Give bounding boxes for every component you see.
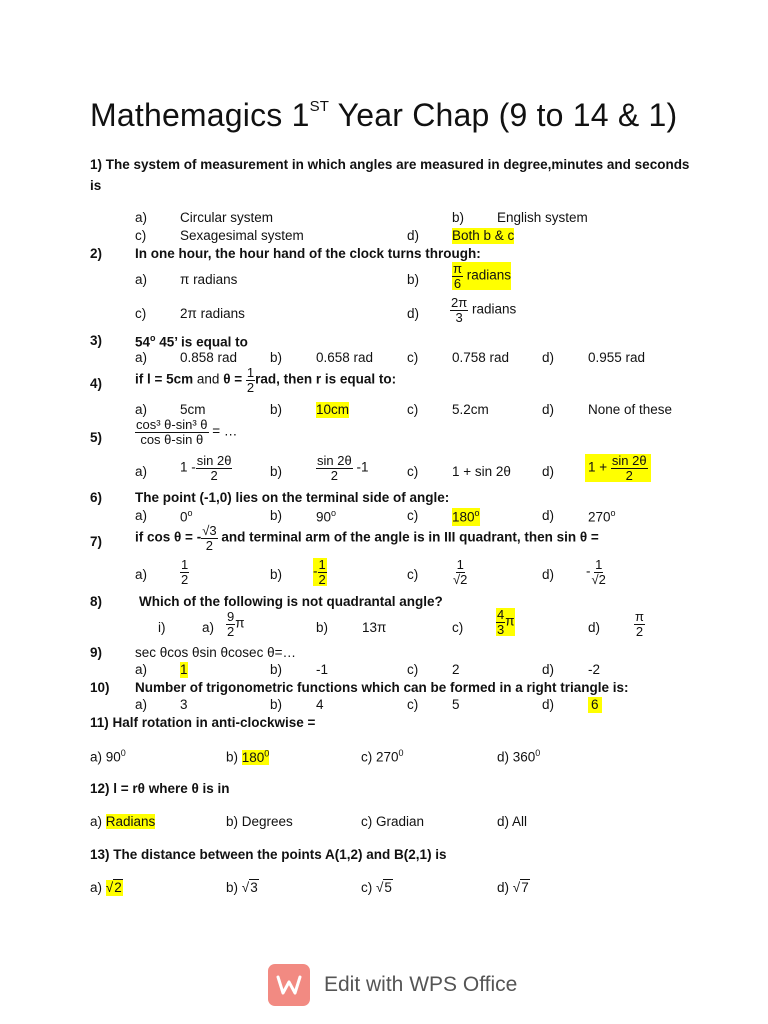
q7-a-fraction bbox=[180, 558, 189, 586]
q4-b-option: 10cm bbox=[316, 402, 350, 417]
q13-a-value: 2 bbox=[114, 880, 122, 895]
q10-d-label: d) bbox=[542, 697, 555, 712]
q7-f-den: 2 bbox=[205, 537, 213, 553]
q11-d-value: 360 bbox=[512, 749, 536, 765]
q1-d-option: Both b & c bbox=[452, 228, 515, 243]
q6-a-deg: o bbox=[187, 508, 193, 518]
q13-c-root bbox=[376, 880, 393, 896]
q6-d-value: 270 bbox=[588, 509, 611, 525]
q13-a-option bbox=[90, 880, 123, 896]
q10-c-label: c) bbox=[407, 697, 419, 712]
q13-d-root-sign: √ bbox=[512, 880, 521, 895]
q9-b-option: -1 bbox=[316, 662, 329, 677]
q1-text: 1) The system of measurement in which angles are measured in degree,minutes and seconds bbox=[90, 157, 690, 172]
q3-d-option: 0.955 rad bbox=[588, 350, 646, 365]
q11-b-deg: 0 bbox=[264, 748, 270, 758]
q13-c-option bbox=[361, 880, 393, 896]
wps-edit-label[interactable]: Edit with WPS Office bbox=[324, 973, 518, 996]
q11-b-value: 180 bbox=[241, 749, 265, 765]
q13-b-option bbox=[226, 880, 259, 896]
q2-b-den: 6 bbox=[453, 275, 462, 291]
title-main: Mathemagics 1 bbox=[90, 97, 310, 133]
q8-c-label: c) bbox=[452, 620, 464, 635]
q8-c-fraction bbox=[496, 608, 505, 636]
q5-b-fraction bbox=[316, 454, 353, 482]
q4-a-option: 5cm bbox=[180, 402, 206, 417]
q1-text-2: is bbox=[90, 178, 102, 193]
q5-b-post: -1 bbox=[352, 459, 369, 475]
q8-a-post: π bbox=[235, 615, 245, 631]
q5-den-expr: cos θ-sin θ bbox=[140, 431, 204, 447]
q6-b-value: 90 bbox=[316, 509, 332, 525]
q1-b-label: b) bbox=[452, 210, 465, 225]
q2-b-rest: radians bbox=[462, 267, 512, 283]
q7-b-fraction bbox=[318, 558, 327, 586]
q8-b-option: 13π bbox=[362, 620, 387, 635]
q8-c-den: 3 bbox=[497, 621, 505, 637]
q9-text: sec θcos θsin θcosec θ=… bbox=[135, 645, 296, 660]
q5-c-option: 1 + sin 2θ bbox=[452, 464, 511, 479]
q5-d-fraction bbox=[611, 454, 648, 482]
q6-c-deg: o bbox=[474, 508, 480, 518]
q8-d-option bbox=[634, 610, 645, 638]
q5-tail: = … bbox=[208, 423, 238, 439]
q13-d-root bbox=[513, 880, 530, 896]
q4-f-num: 1 bbox=[246, 365, 255, 380]
q8-c-option bbox=[496, 608, 515, 636]
q2-a-option: π radians bbox=[180, 272, 238, 287]
q8-d-fraction bbox=[634, 610, 645, 638]
q7-d-label: d) bbox=[542, 567, 555, 582]
q13-text: 13) The distance between the points A(1,2) and B(2,1) is bbox=[90, 847, 447, 862]
q12-c-option: c) Gradian bbox=[361, 814, 425, 829]
q1-a-label: a) bbox=[135, 210, 148, 225]
q1-a-option: Circular system bbox=[180, 210, 274, 225]
q13-c-value: 5 bbox=[384, 880, 392, 895]
q13-b-root-sign: √ bbox=[241, 880, 250, 895]
q10-b-label: b) bbox=[270, 697, 283, 712]
q2-b-num: π bbox=[453, 261, 462, 276]
q7-b-option bbox=[313, 558, 327, 586]
q7-b-sign: - bbox=[313, 563, 318, 579]
q12-d-option: d) All bbox=[497, 814, 528, 829]
q5-a-pre: 1 - bbox=[180, 459, 196, 475]
q7-f-num: √3 bbox=[202, 523, 217, 538]
q5-b-den: 2 bbox=[330, 467, 338, 483]
title-sup: ST bbox=[309, 98, 330, 115]
q4-f-den: 2 bbox=[246, 379, 255, 395]
q2-b-fraction bbox=[452, 262, 463, 290]
q13-a-label: a) bbox=[90, 880, 106, 895]
q6-d-label: d) bbox=[542, 508, 555, 523]
q7-d-den: √2 bbox=[591, 571, 606, 587]
q13-d-option bbox=[497, 880, 530, 896]
q5-a-option bbox=[180, 454, 232, 482]
q11-c-value: 270 bbox=[376, 749, 399, 765]
q4-pre: if l = 5cm bbox=[135, 371, 194, 387]
q4-fraction bbox=[246, 366, 255, 394]
q4-post: rad, then r is equal to: bbox=[255, 371, 397, 387]
q11-d-option bbox=[497, 748, 540, 766]
q2-number: 2) bbox=[90, 246, 103, 261]
q2-text: In one hour, the hour hand of the clock turns through: bbox=[135, 246, 481, 261]
q11-c-label: c) bbox=[361, 749, 376, 765]
q12-text: 12) l = rθ where θ is in bbox=[90, 781, 230, 796]
q7-d-fraction bbox=[591, 558, 607, 586]
q11-b-highlight bbox=[242, 750, 270, 765]
q5-a-den: 2 bbox=[210, 467, 218, 483]
q4-number: 4) bbox=[90, 376, 103, 391]
q11-b-label: b) bbox=[226, 749, 242, 765]
q8-d-num: π bbox=[635, 609, 644, 624]
q7-a-den: 2 bbox=[181, 571, 189, 587]
q5-a-num: sin 2θ bbox=[196, 453, 232, 468]
q8-d-label: d) bbox=[588, 620, 601, 635]
q10-b-option: 4 bbox=[316, 697, 324, 712]
q10-text: Number of trigonometric functions which can be formed in a right triangle is: bbox=[135, 680, 629, 695]
q5-d-label: d) bbox=[542, 464, 555, 479]
q11-text: 11) Half rotation in anti-clockwise = bbox=[90, 715, 316, 730]
q9-d-option: -2 bbox=[588, 662, 601, 677]
q7-number: 7) bbox=[90, 534, 103, 549]
q9-b-label: b) bbox=[270, 662, 283, 677]
q13-d-label: d) bbox=[497, 880, 513, 895]
q3-text-a: 54 bbox=[135, 334, 151, 350]
q4-mid: and bbox=[193, 371, 224, 387]
q2-c-option: 2π radians bbox=[180, 306, 245, 321]
q13-b-root bbox=[242, 880, 259, 896]
q12-a-value: Radians bbox=[105, 814, 156, 829]
q12-a-label: a) bbox=[90, 814, 106, 829]
q10-number: 10) bbox=[90, 680, 110, 695]
q7-b-num: 1 bbox=[318, 557, 326, 572]
q9-a-option: 1 bbox=[180, 662, 188, 677]
q4-c-option: 5.2cm bbox=[452, 402, 489, 417]
q7-c-label: c) bbox=[407, 567, 419, 582]
q2-d-num: 2π bbox=[451, 295, 468, 310]
q3-a-option: 0.858 rad bbox=[180, 350, 238, 365]
q7-text bbox=[135, 524, 599, 552]
q2-d-option bbox=[450, 296, 516, 324]
q2-b-label: b) bbox=[407, 272, 420, 287]
q8-a-option bbox=[226, 610, 245, 638]
q7-post: and terminal arm of the angle is in III quadrant, then sin θ = bbox=[217, 529, 599, 545]
q5-d-num: sin 2θ bbox=[611, 453, 647, 468]
q4-d-option: None of these bbox=[588, 402, 673, 417]
q11-a-option bbox=[90, 748, 126, 766]
q5-b-label: b) bbox=[270, 464, 283, 479]
q2-a-label: a) bbox=[135, 272, 148, 287]
q6-b-deg: o bbox=[331, 508, 337, 518]
q3-c-option: 0.758 rad bbox=[452, 350, 510, 365]
q5-b-num: sin 2θ bbox=[317, 453, 352, 468]
q5-d-pre: 1 + bbox=[588, 459, 611, 475]
q13-c-label: c) bbox=[361, 880, 376, 895]
q3-b-option: 0.658 rad bbox=[316, 350, 374, 365]
q8-roman-i: i) bbox=[158, 620, 166, 635]
q12-b-option: b) Degrees bbox=[226, 814, 293, 829]
q8-a-fraction bbox=[226, 610, 235, 638]
wps-watermark[interactable] bbox=[268, 964, 517, 1006]
q9-number: 9) bbox=[90, 645, 103, 660]
q7-d-option bbox=[586, 558, 607, 586]
q5-a-label: a) bbox=[135, 464, 148, 479]
q9-c-option: 2 bbox=[452, 662, 460, 677]
q3-text bbox=[135, 333, 248, 351]
q13-b-value: 3 bbox=[250, 880, 258, 895]
q8-a-label: a) bbox=[202, 620, 215, 635]
q5-number: 5) bbox=[90, 430, 103, 445]
q7-a-num: 1 bbox=[181, 557, 189, 572]
q7-a-option bbox=[180, 558, 189, 586]
q6-a-label: a) bbox=[135, 508, 148, 523]
q5-c-label: c) bbox=[407, 464, 419, 479]
q1-c-label: c) bbox=[135, 228, 147, 243]
q8-a-den: 2 bbox=[227, 623, 235, 639]
wps-logo-icon bbox=[268, 964, 310, 1006]
q3-b-label: b) bbox=[270, 350, 283, 365]
q13-c-root-sign: √ bbox=[376, 880, 384, 895]
q4-b-label: b) bbox=[270, 402, 283, 417]
q9-c-label: c) bbox=[407, 662, 419, 677]
q9-a-label: a) bbox=[135, 662, 148, 677]
q11-a-value: 90 bbox=[105, 749, 121, 765]
q3-c-label: c) bbox=[407, 350, 419, 365]
q6-a-value: 0 bbox=[180, 509, 188, 525]
q8-c-num: 4 bbox=[497, 607, 505, 622]
q11-b-option bbox=[226, 748, 269, 766]
q7-c-den: √2 bbox=[453, 571, 468, 587]
q6-b-label: b) bbox=[270, 508, 283, 523]
title-rest: Year Chap (9 to 14 & 1) bbox=[329, 97, 678, 133]
q2-d-den: 3 bbox=[455, 309, 463, 325]
q7-d-num: 1 bbox=[595, 557, 603, 572]
q13-a-root bbox=[106, 880, 123, 896]
q1-b-option: English system bbox=[497, 210, 588, 225]
q4-d-label: d) bbox=[542, 402, 555, 417]
q5-num-expr: cos³ θ-sin³ θ bbox=[136, 417, 208, 432]
q4-theta: θ = bbox=[223, 371, 246, 387]
q4-c-label: c) bbox=[407, 402, 419, 417]
q11-a-deg: 0 bbox=[120, 748, 126, 758]
q7-a-label: a) bbox=[135, 567, 148, 582]
q7-pre: if cos θ = - bbox=[135, 529, 202, 545]
q10-d-option: 6 bbox=[588, 697, 602, 713]
q7-b-den: 2 bbox=[318, 571, 326, 587]
q13-b-label: b) bbox=[226, 880, 242, 895]
page-title bbox=[90, 96, 677, 134]
q2-d-label: d) bbox=[407, 306, 420, 321]
q11-c-option bbox=[361, 748, 404, 766]
q7-fraction bbox=[201, 524, 217, 552]
q8-a-num: 9 bbox=[227, 609, 235, 624]
q5-d-den: 2 bbox=[625, 467, 633, 483]
q3-number: 3) bbox=[90, 333, 103, 348]
q6-c-value: 180 bbox=[452, 509, 475, 525]
q7-c-option bbox=[452, 558, 468, 586]
q5-b-option bbox=[316, 454, 368, 482]
q10-a-option: 3 bbox=[180, 697, 188, 712]
q8-text: Which of the following is not quadrantal angle? bbox=[139, 594, 443, 609]
q6-number: 6) bbox=[90, 490, 103, 505]
q2-c-label: c) bbox=[135, 306, 147, 321]
q6-d-deg: o bbox=[610, 508, 616, 518]
q8-number: 8) bbox=[90, 594, 103, 609]
q10-c-option: 5 bbox=[452, 697, 460, 712]
q11-c-deg: 0 bbox=[398, 748, 404, 758]
q9-d-label: d) bbox=[542, 662, 555, 677]
q8-b-label: b) bbox=[316, 620, 329, 635]
q10-a-label: a) bbox=[135, 697, 148, 712]
q6-text: The point (-1,0) lies on the terminal side of angle: bbox=[135, 490, 450, 505]
q3-d-label: d) bbox=[542, 350, 555, 365]
q4-a-label: a) bbox=[135, 402, 148, 417]
q8-d-den: 2 bbox=[635, 623, 644, 639]
q7-b-label: b) bbox=[270, 567, 283, 582]
q13-a-root-sign: √ bbox=[105, 880, 114, 895]
q7-c-num: 1 bbox=[456, 557, 464, 572]
q11-d-deg: 0 bbox=[535, 748, 541, 758]
q2-d-fraction bbox=[450, 296, 468, 324]
q5-fraction bbox=[135, 418, 209, 446]
q4-text bbox=[135, 366, 396, 394]
q13-d-value: 7 bbox=[521, 880, 529, 895]
q1-d-label: d) bbox=[407, 228, 420, 243]
q11-d-label: d) bbox=[497, 749, 513, 765]
q2-d-rest: radians bbox=[468, 301, 517, 317]
q5-d-option bbox=[585, 454, 651, 482]
q3-a-label: a) bbox=[135, 350, 148, 365]
q6-c-label: c) bbox=[407, 508, 419, 523]
q7-d-sign: - bbox=[586, 563, 591, 579]
q7-c-fraction bbox=[452, 558, 468, 586]
q12-a-option bbox=[90, 814, 155, 830]
q3-deg: o bbox=[150, 333, 156, 343]
q11-a-label: a) bbox=[90, 749, 106, 765]
q3-text-b: 45’ is equal to bbox=[155, 334, 248, 350]
q5-a-fraction bbox=[196, 454, 233, 482]
q2-b-option bbox=[452, 262, 511, 290]
q1-c-option: Sexagesimal system bbox=[180, 228, 304, 243]
q8-c-post: π bbox=[505, 613, 515, 629]
q5-expression bbox=[135, 418, 237, 446]
